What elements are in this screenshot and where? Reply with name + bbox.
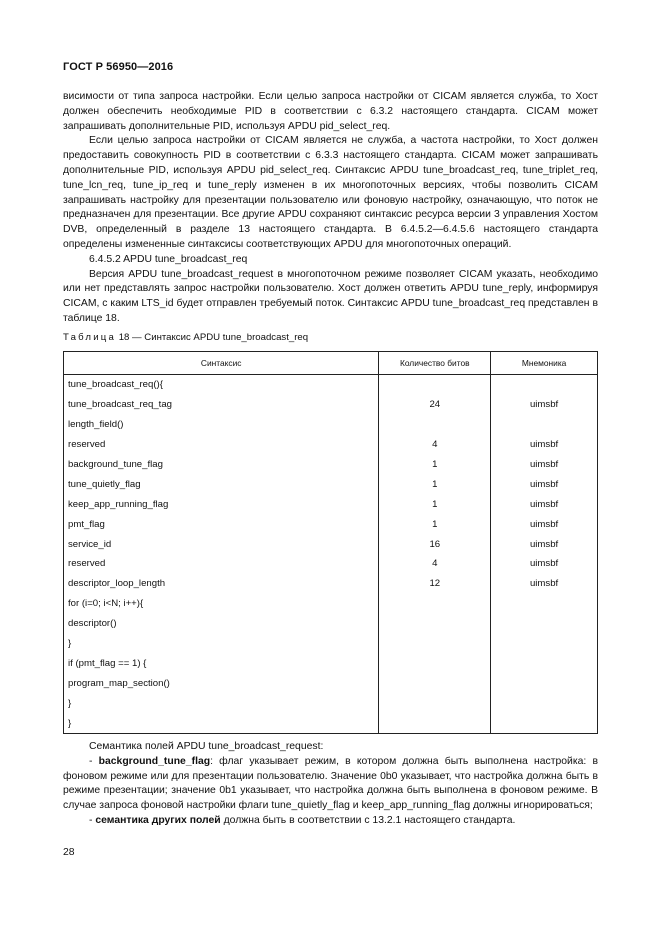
table-row: [64, 494, 598, 514]
syntax-cell: keep_app_running_flag: [64, 494, 379, 514]
syntax-cell: tune_quietly_flag: [64, 474, 379, 494]
mnemonic-cell: uimsbf: [491, 435, 598, 455]
syntax-cell: }: [64, 634, 379, 654]
syntax-cell: service_id: [64, 534, 379, 554]
mnemonic-cell: [491, 673, 598, 693]
mnemonic-cell: [491, 713, 598, 733]
bits-cell: 4: [379, 554, 491, 574]
paragraph: Если целью запроса настройки от CICAM является не служба, а частота настройки, то Хост должен предоставить совокупность PID в соответствии с 6.3.3 настоящего стандарта. CICAM может запрашивать дополнительные PID, используя APDU pid_select_req. Синтаксис APDU tune_broadcast_req, tune_triplet_req, tune_lcn_req, tune_ip_req и tune_reply изменен в их многопоточных версиях, чтобы позволить CICAM запрашивать настройку для презентации пользователю или фоновую настройку, означающую, что поток не предназначен для презентации. Все другие APDU сохраняют синтаксис ресурса версии 3 управления Хостом DVB, определенный в разделе 13 настоящего стандарта. В 6.4.5.2—6.4.5.6 настоящего стандарта определены измененные синтаксисы соответствующих APDU для многопоточных операций.: [63, 135, 598, 250]
column-header-syntax: Синтаксис: [64, 352, 379, 375]
syntax-cell: tune_broadcast_req(){: [64, 375, 379, 395]
table-row: [64, 435, 598, 455]
bits-cell: 1: [379, 494, 491, 514]
table-row: [64, 693, 598, 713]
syntax-cell: reserved: [64, 554, 379, 574]
mnemonic-cell: [491, 415, 598, 435]
table-row: [64, 594, 598, 614]
field-term: семантика других полей: [95, 814, 221, 826]
syntax-cell: program_map_section(): [64, 673, 379, 693]
bits-cell: [379, 415, 491, 435]
syntax-cell: background_tune_flag: [64, 455, 379, 475]
column-header-bits: Количество битов: [379, 352, 491, 375]
mnemonic-cell: uimsbf: [491, 455, 598, 475]
table-caption-text: 18 — Синтаксис APDU tune_broadcast_req: [118, 332, 309, 343]
bits-cell: [379, 634, 491, 654]
mnemonic-cell: uimsbf: [491, 395, 598, 415]
field-term: background_tune_flag: [98, 755, 211, 767]
mnemonic-cell: uimsbf: [491, 534, 598, 554]
table-caption-label: Таблица: [63, 332, 117, 343]
syntax-cell: }: [64, 713, 379, 733]
document-header: ГОСТ Р 56950—2016: [63, 61, 174, 73]
table-row: [64, 415, 598, 435]
paragraph: висимости от типа запроса настройки. Если целью запроса настройки от CICAM является служба, то Хост должен обеспечить необходимые PID в соответствии с 6.3.2 настоящего стандарта. CICAM может запрашивать дополнительные PID, используя APDU pid_select_req.: [63, 91, 598, 132]
bits-cell: 1: [379, 455, 491, 475]
table-row: [64, 375, 598, 395]
body-text: [63, 90, 598, 327]
field-description: должна быть в соответствии с 13.2.1 настоящего стандарта.: [220, 814, 516, 826]
semantics-item: - background_tune_flag: флаг указывает режим, в котором должна быть выполнена настройка: в фоновом режиме или для презентации пользователю. Значение 0b0 указывает, что настройка должна быть в режиме презентации; значение 0b1 указывает, что настройка должна быть выполнена в фоновом режиме. В случае запроса фоновой настройки флаги tune_quietly_flag и keep_app_running_flag должны игнорироваться;: [63, 755, 598, 812]
page-number: 28: [63, 847, 75, 858]
table-row: [64, 634, 598, 654]
semantics-intro: Семантика полей APDU tune_broadcast_request:: [89, 741, 324, 752]
column-header-mnemonic: Мнемоника: [491, 352, 598, 375]
bits-cell: 1: [379, 474, 491, 494]
table-row: [64, 614, 598, 634]
table-row: [64, 673, 598, 693]
syntax-cell: descriptor_loop_length: [64, 574, 379, 594]
table-row: [64, 474, 598, 494]
mnemonic-cell: [491, 614, 598, 634]
bits-cell: 16: [379, 534, 491, 554]
bits-cell: [379, 614, 491, 634]
mnemonic-cell: uimsbf: [491, 494, 598, 514]
table-row: [64, 395, 598, 415]
semantics-section: [63, 740, 598, 829]
syntax-table: [63, 351, 598, 734]
table-row: [64, 534, 598, 554]
bits-cell: [379, 375, 491, 395]
bits-cell: [379, 673, 491, 693]
table-row: [64, 574, 598, 594]
syntax-cell: reserved: [64, 435, 379, 455]
mnemonic-cell: uimsbf: [491, 574, 598, 594]
paragraph: Версия APDU tune_broadcast_request в многопоточном режиме позволяет CICAM указать, необходимо или нет представлять запрос настройки пользователю. Хост должен ответить APDU tune_reply, информируя CICAM, с каким LTS_id будет отправлен требуемый поток. Синтаксис APDU tune_broadcast_req представлен в таблице 18.: [63, 268, 598, 324]
field-description: : флаг указывает режим, в котором должна быть выполнена настройка: в фоновом режиме или для презентации пользователю. Значение 0b0 указывает, что настройка должна быть в режиме презентации; значение 0b1 указывает, что настройка должна быть выполнена в фоновом режиме. В случае запроса фоновой настройки флаги tune_quietly_flag и keep_app_running_flag должны игнорироваться;: [63, 755, 598, 812]
mnemonic-cell: [491, 594, 598, 614]
table-row: [64, 514, 598, 534]
syntax-cell: pmt_flag: [64, 514, 379, 534]
table-caption: [63, 332, 308, 343]
bits-cell: [379, 594, 491, 614]
syntax-cell: }: [64, 693, 379, 713]
mnemonic-cell: [491, 634, 598, 654]
table-row: [64, 455, 598, 475]
bits-cell: [379, 713, 491, 733]
syntax-cell: if (pmt_flag == 1) {: [64, 653, 379, 673]
bits-cell: 12: [379, 574, 491, 594]
mnemonic-cell: [491, 653, 598, 673]
table-row: [64, 713, 598, 733]
mnemonic-cell: [491, 375, 598, 395]
section-heading: 6.4.5.2 APDU tune_broadcast_req: [89, 253, 248, 265]
syntax-cell: length_field(): [64, 415, 379, 435]
semantics-item: - семантика других полей должна быть в соответствии с 13.2.1 настоящего стандарта.: [89, 814, 516, 826]
bits-cell: [379, 693, 491, 713]
bits-cell: 1: [379, 514, 491, 534]
bits-cell: 24: [379, 395, 491, 415]
mnemonic-cell: [491, 693, 598, 713]
mnemonic-cell: uimsbf: [491, 554, 598, 574]
syntax-cell: tune_broadcast_req_tag: [64, 395, 379, 415]
table-row: [64, 554, 598, 574]
syntax-cell: for (i=0; i<N; i++){: [64, 594, 379, 614]
bits-cell: 4: [379, 435, 491, 455]
mnemonic-cell: uimsbf: [491, 514, 598, 534]
table-row: [64, 653, 598, 673]
syntax-cell: descriptor(): [64, 614, 379, 634]
mnemonic-cell: uimsbf: [491, 474, 598, 494]
bits-cell: [379, 653, 491, 673]
